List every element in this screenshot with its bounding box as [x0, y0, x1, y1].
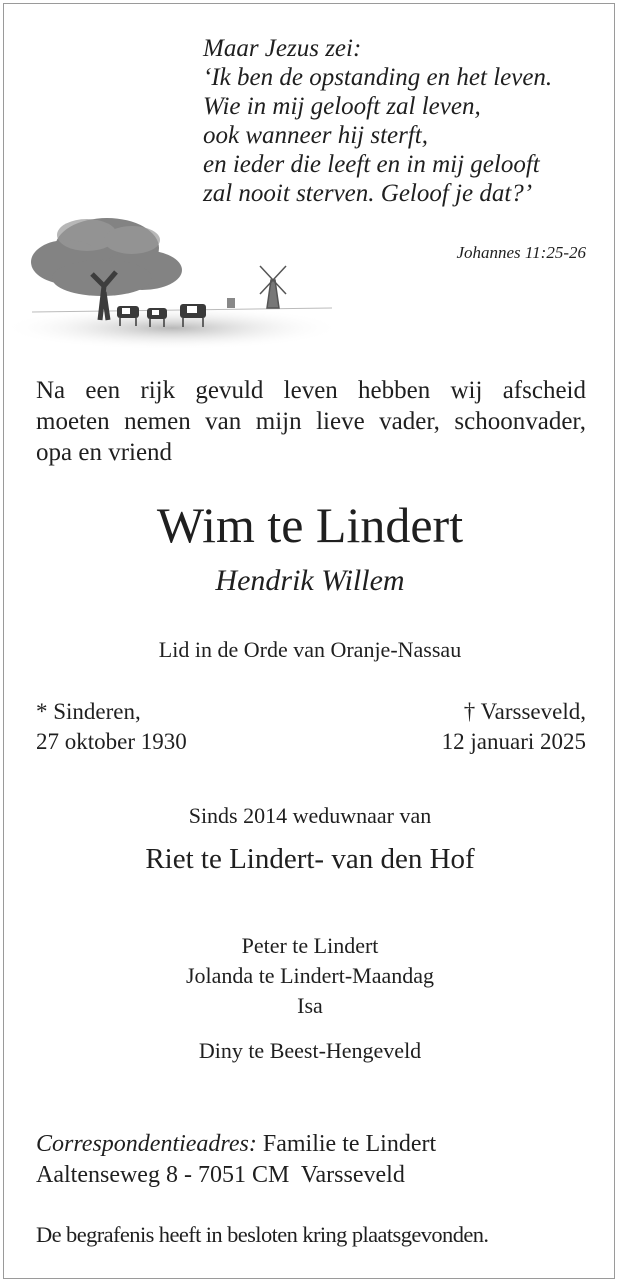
- correspondence-address: [36, 1129, 436, 1191]
- family-member: Peter te Lindert: [241, 933, 379, 958]
- birth-info: [36, 697, 187, 757]
- poem-line: Maar Jezus zei:: [203, 35, 362, 62]
- spouse-name: Riet te Lindert- van den Hof: [145, 843, 475, 875]
- intro-text: [36, 375, 586, 468]
- poem-line: ‘Ik ben de opstanding en het leven.: [203, 64, 553, 91]
- correspondence-label: Correspondentieadres:: [36, 1131, 257, 1157]
- verse-reference: Johannes 11:25-26: [456, 243, 586, 262]
- widower-line: Sinds 2014 weduwnaar van: [188, 803, 432, 828]
- honor-line: Lid in de Orde van Oranje-Nassau: [158, 637, 462, 662]
- family-member: Jolanda te Lindert-Maandag: [185, 963, 434, 988]
- death-date: 12 januari 2025: [441, 729, 586, 754]
- family-member: Isa: [297, 993, 323, 1018]
- intro-line: opa en vriend: [36, 439, 173, 466]
- poem-line: Wie in mij gelooft zal leven,: [203, 93, 481, 120]
- correspondence-name: Familie te Lindert: [256, 1131, 437, 1157]
- intro-line: Na een rijk gevuld leven hebben wij afscheid: [36, 377, 586, 404]
- poem-line: zal nooit sterven. Geloof je dat?’: [203, 180, 533, 207]
- family-group: [0, 931, 620, 1021]
- deceased-name: Wim te Lindert: [156, 497, 464, 553]
- birth-place: * Sinderen,: [36, 699, 141, 724]
- death-info: [442, 697, 586, 757]
- poem-line: en ieder die leeft en in mij gelooft: [203, 151, 540, 178]
- closing-text: De begrafenis heeft in besloten kring plaatsgevonden.: [36, 1222, 489, 1247]
- poem-line: ook wanneer hij sterft,: [203, 122, 428, 149]
- correspondence-street: Aaltenseweg 8 - 7051 CM Varsseveld: [36, 1162, 405, 1188]
- birth-date: 27 oktober 1930: [36, 729, 187, 754]
- landscape-tree-cows-windmill-icon: [12, 200, 342, 350]
- bible-quote: [203, 34, 603, 208]
- family-member: Diny te Beest-Hengeveld: [198, 1038, 422, 1063]
- intro-line: moeten nemen van mijn lieve vader, schoonvader,: [36, 408, 586, 435]
- death-place: † Varsseveld,: [463, 699, 586, 724]
- deceased-given-names: Hendrik Willem: [215, 564, 405, 597]
